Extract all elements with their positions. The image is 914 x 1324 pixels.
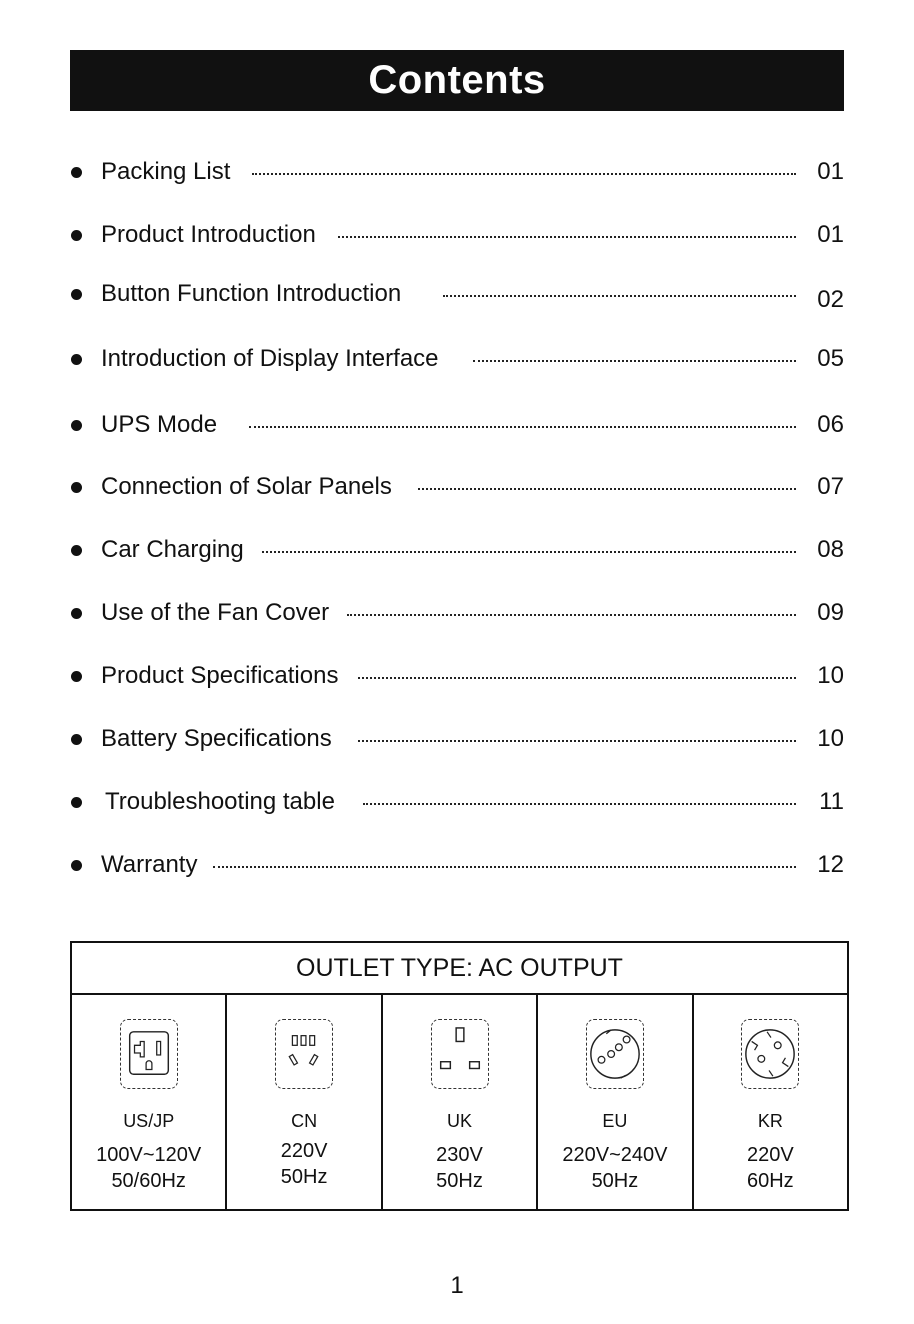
toc-entry[interactable] bbox=[70, 785, 844, 819]
bullet-icon bbox=[71, 545, 82, 556]
outlet-rating bbox=[96, 1142, 201, 1194]
outlet-frequency: 50Hz bbox=[280, 1166, 328, 1188]
toc-entry-label: Battery Specifications bbox=[101, 725, 332, 752]
outlet-rating bbox=[281, 1138, 328, 1190]
toc-entry[interactable] bbox=[70, 659, 844, 693]
toc-entry-label: Introduction of Display Interface bbox=[101, 345, 439, 372]
dotted-leader bbox=[347, 614, 796, 616]
dotted-leader bbox=[358, 740, 796, 742]
toc-entry-page: 05 bbox=[817, 345, 844, 372]
outlet-region-label: EU bbox=[602, 1111, 628, 1131]
outlet-column-eu bbox=[538, 995, 693, 1211]
toc-entry-label: UPS Mode bbox=[101, 411, 218, 438]
toc-entry[interactable] bbox=[70, 342, 844, 376]
dotted-leader bbox=[443, 295, 796, 297]
toc-entry-page: 01 bbox=[817, 221, 844, 248]
dotted-leader bbox=[249, 426, 796, 428]
outlet-column-us-jp bbox=[72, 995, 227, 1211]
outlet-column-uk bbox=[383, 995, 538, 1211]
outlet-voltage: 220V~240V bbox=[562, 1144, 668, 1166]
uk-outlet-icon bbox=[431, 1019, 489, 1089]
outlet-region-label: US/JP bbox=[123, 1111, 175, 1131]
toc-entry-page: 02 bbox=[817, 286, 844, 313]
eu-outlet-icon bbox=[586, 1019, 644, 1089]
toc-entry-label: Warranty bbox=[101, 851, 198, 878]
outlet-frequency: 50Hz bbox=[436, 1170, 483, 1192]
us-jp-outlet-icon bbox=[120, 1019, 178, 1089]
bullet-icon bbox=[71, 289, 82, 300]
outlet-region-label: UK bbox=[447, 1111, 473, 1131]
dotted-leader bbox=[252, 173, 796, 175]
toc-entry-label: Connection of Solar Panels bbox=[101, 473, 392, 500]
dotted-leader bbox=[363, 803, 796, 805]
toc-entry[interactable] bbox=[70, 470, 844, 504]
toc-entry[interactable] bbox=[70, 408, 844, 442]
outlet-voltage: 220V bbox=[746, 1144, 794, 1166]
outlet-voltage: 220V bbox=[280, 1140, 328, 1162]
kr-outlet-icon bbox=[741, 1019, 799, 1089]
bullet-icon bbox=[71, 230, 82, 241]
outlet-voltage: 230V bbox=[436, 1144, 483, 1166]
bullet-icon bbox=[71, 734, 82, 745]
dotted-leader bbox=[262, 551, 796, 553]
toc-entry-page: 10 bbox=[817, 662, 844, 689]
toc-entry[interactable] bbox=[70, 218, 844, 252]
toc-entry[interactable] bbox=[70, 533, 844, 567]
toc-entry-page: 07 bbox=[817, 473, 844, 500]
dotted-leader bbox=[473, 360, 796, 362]
toc-entry-page: 11 bbox=[819, 788, 844, 815]
cn-outlet-icon bbox=[275, 1019, 333, 1089]
toc-entry-label: Troubleshooting table bbox=[105, 788, 335, 815]
bullet-icon bbox=[71, 797, 82, 808]
toc-entry[interactable] bbox=[70, 848, 844, 882]
toc-entry-page: 09 bbox=[817, 599, 844, 626]
outlet-region-label: CN bbox=[291, 1111, 318, 1131]
outlet-rating bbox=[747, 1142, 794, 1194]
bullet-icon bbox=[71, 420, 82, 431]
outlet-frequency: 50Hz bbox=[591, 1170, 639, 1192]
bullet-icon bbox=[71, 354, 82, 365]
outlet-column-cn bbox=[227, 995, 382, 1211]
toc-entry-label: Use of the Fan Cover bbox=[101, 599, 330, 626]
toc-entry[interactable] bbox=[70, 596, 844, 630]
outlet-frequency: 50/60Hz bbox=[111, 1170, 186, 1192]
dotted-leader bbox=[338, 236, 796, 238]
dotted-leader bbox=[418, 488, 796, 490]
toc-entry-label: Product Introduction bbox=[101, 221, 316, 248]
bullet-icon bbox=[71, 167, 82, 178]
outlet-type-table bbox=[70, 941, 849, 1211]
outlet-rating bbox=[436, 1142, 483, 1194]
toc-entry[interactable] bbox=[70, 722, 844, 756]
contents-title-bar bbox=[70, 50, 844, 111]
bullet-icon bbox=[71, 482, 82, 493]
page-number: 1 bbox=[450, 1272, 464, 1299]
toc-entry-label: Button Function Introduction bbox=[101, 280, 402, 307]
toc-entry-page: 01 bbox=[817, 158, 844, 185]
outlet-rating bbox=[562, 1142, 667, 1194]
page-title: Contents bbox=[368, 58, 546, 102]
toc-entry-page: 08 bbox=[817, 536, 844, 563]
dotted-leader bbox=[358, 677, 796, 679]
bullet-icon bbox=[71, 860, 82, 871]
toc-entry-label: Car Charging bbox=[101, 536, 244, 563]
toc-entry-page: 12 bbox=[817, 851, 844, 878]
bullet-icon bbox=[71, 608, 82, 619]
toc-entry-label: Packing List bbox=[101, 158, 231, 185]
toc-entry[interactable] bbox=[70, 155, 844, 189]
toc-entry-page: 10 bbox=[817, 725, 844, 752]
toc-entry-label: Product Specifications bbox=[101, 662, 339, 689]
dotted-leader bbox=[213, 866, 796, 868]
outlet-region-label: KR bbox=[757, 1111, 783, 1131]
toc-entry-page: 06 bbox=[817, 411, 844, 438]
bullet-icon bbox=[71, 671, 82, 682]
toc-entry[interactable] bbox=[70, 277, 844, 311]
outlet-column-kr bbox=[694, 995, 847, 1211]
outlet-voltage: 100V~120V bbox=[96, 1144, 202, 1166]
outlet-frequency: 60Hz bbox=[746, 1170, 794, 1192]
outlet-table-header: OUTLET TYPE: AC OUTPUT bbox=[72, 943, 847, 995]
